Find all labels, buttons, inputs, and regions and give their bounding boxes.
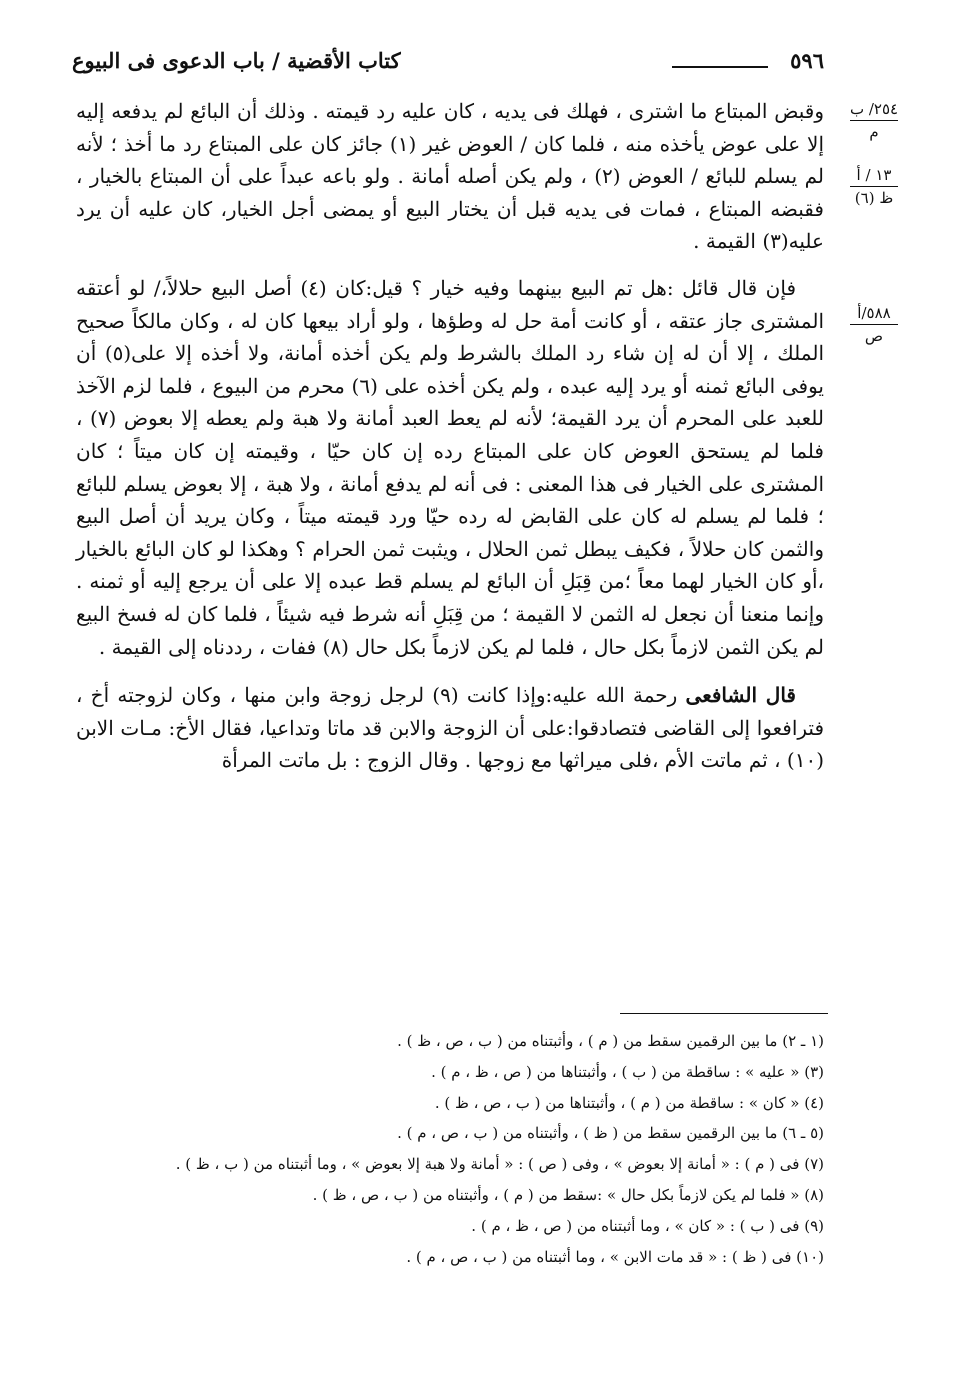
margin-note-divider	[850, 120, 898, 121]
margin-note-top: ٢٥٤/ ب	[849, 100, 899, 118]
footnote: (٣) « عليه » : ساقطة من ( ب ) ، وأثبتناها من ( ص ، ظ ، م ) .	[431, 1062, 824, 1081]
footnote: (٥ ـ ٦) ما بين الرقمين سقط من ( ظ ) ، وأثبتناه من ( ب ، ص ، م ) .	[397, 1124, 824, 1143]
paragraph-text: رحمة الله عليه:وإذا كانت (٩) لرجل زوجة وابن منها ، وكان لزوجته أخ ، فترافعوا إلى القاضى فتصادقوا:على أن الزوجة والابن قد ماتا وتداعيا، فقال الأخ: مـات الابن (١٠) ، ثم ماتت الأم ،فلى ميراثها مع زوجها . وقال الزوج : بل ماتت المرأة	[76, 683, 825, 773]
margin-note-divider	[850, 186, 898, 187]
margin-note-bottom: ظ (٦)	[854, 189, 894, 207]
main-text	[76, 95, 824, 777]
header-title: كتاب الأقضية / باب الدعوى فى البيوع	[72, 48, 401, 73]
margin-note-manuscript-ref	[842, 304, 906, 345]
paragraph: فإن قال قائل :هل تم البيع بينهما وفيه خيار ؟ قيل:كان (٤) أصل البيع حلالاً،/ لو أعتقه المشترى جاز عتقه ، أو كانت أمة حل له وطؤها ، ولو أراد بيعها كان له ، وكان مالكاً صحيح الملك ، إلا أن له إن شاء رد الملك بالشرط ولم يكن أخذه أمانة، ولا أخذه إلا على(٥) أن يوفى البائع ثمنه أو يرد إليه عبده ، ولم يكن أخذه على (٦) محرم من البيوع ، فلما لزم الآخذ للعبد على المحرم أن يرد القيمة؛ لأنه لم يعط العبد أمانة ولا هبة ولم يعطه إلا بعوض (٧) ، فلما لم يستحق العوض كان على المبتاع رده إن كان حيّا ، وقيمته إن كان ميتاً ؛ كان المشترى على الخيار فى هذا المعنى : فى أنه لم يدفع أمانة ، ولا هبة ، إلا بعوض يسلم للبائع ؛ فلما لم يسلم له كان على القابض له رده حيّا ورد قيمته ميتاً ، وكان يريد أن أصل البيع والثمن كان حلالاً ، فكيف يبطل ثمن الحلال ، ويثبت ثمن الحرام ؟ وهكذا لو كان البائع بالخيار ،أو كان الخيار لهما معاً ؛من قِبَلِ أن البائع لم يسلم قط عبده إلا على أن يرجع إليه أو ثمنه . وإنما منعنا أن نجعل له الثمن لا القيمة ؛ من قِبَلِ أنه شرط فيه شيئاً ، فلما كان له فسخ البيع لم يكن الثمن لازماً بكل حال ، فلما لم يكن لازماً بكل حال (٨) ففات ، رددناه إلى القيمة .	[76, 275, 824, 659]
footnote: (٤) « كان » : ساقطة من ( م ) ، وأثبتناها من ( ب ، ص ، ظ ) .	[434, 1093, 824, 1112]
margin-note-top: ١٣ / أ	[856, 166, 892, 184]
paragraph	[76, 679, 824, 777]
margin-note-manuscript-ref	[842, 100, 906, 141]
footnote: (٧) فى ( م ) : « أمانة إلا بعوض » ، وفى ( ص ) : « أمانة ولا هبة إلا بعوض » ، وما أثبتناه من ( ب ، ظ ) .	[175, 1155, 824, 1174]
footnotes	[76, 1026, 824, 1272]
footnote: (٨) « فلما لم يكن لازماً بكل حال » :سقط من ( م ) ، وأثبتناه من ( ب ، ص ، ظ ) .	[312, 1185, 824, 1204]
margin-note-manuscript-ref	[842, 166, 906, 207]
footnote: (١٠) فى ( ظ ) : « قد مات الابن » ، وما أثبتناه من ( ب ، ص ، م ) .	[406, 1247, 824, 1266]
footnote-separator	[620, 1013, 828, 1014]
footnote: (١ ـ ٢) ما بين الرقمين سقط من ( م ) ، وأثبتناه من ( ب ، ص ، ظ ) .	[397, 1032, 824, 1050]
margin-note-bottom: م	[869, 123, 879, 141]
footnote: (٩) فى ( ب ) : « كان » ، وما أثبتناه من ( ص ، ظ ، م ) .	[471, 1216, 824, 1235]
header-rule	[672, 66, 768, 68]
margin-note-divider	[850, 324, 898, 325]
page-number: ٥٩٦	[790, 48, 824, 73]
running-header	[72, 44, 824, 84]
margin-note-bottom: ص	[864, 327, 884, 345]
speaker-name: قال الشافعى	[685, 683, 796, 708]
margin-note-top: ٥٨٨/أ	[857, 304, 891, 322]
paragraph: وقبض المبتاع ما اشترى ، فهلك فى يديه ، كان عليه رد قيمته . وذلك أن البائع لم يدفعه إليه إلا على عوض يأخذه منه ، فلما كان / العوض غير (١) جائز كان على المبتاع رد ما أخذ ؛ لأنه لم يسلم للبائع / العوض (٢) ، ولم يكن أصله أمانة . ولو باعه عبداً على أن المبتاع بالخيار ، فقبضه المبتاع ، فمات فى يديه قبل أن يختار البيع أو يمضى أجل الخيار، كان عليه أن يرد عليه(٣) القيمة .	[76, 99, 825, 254]
